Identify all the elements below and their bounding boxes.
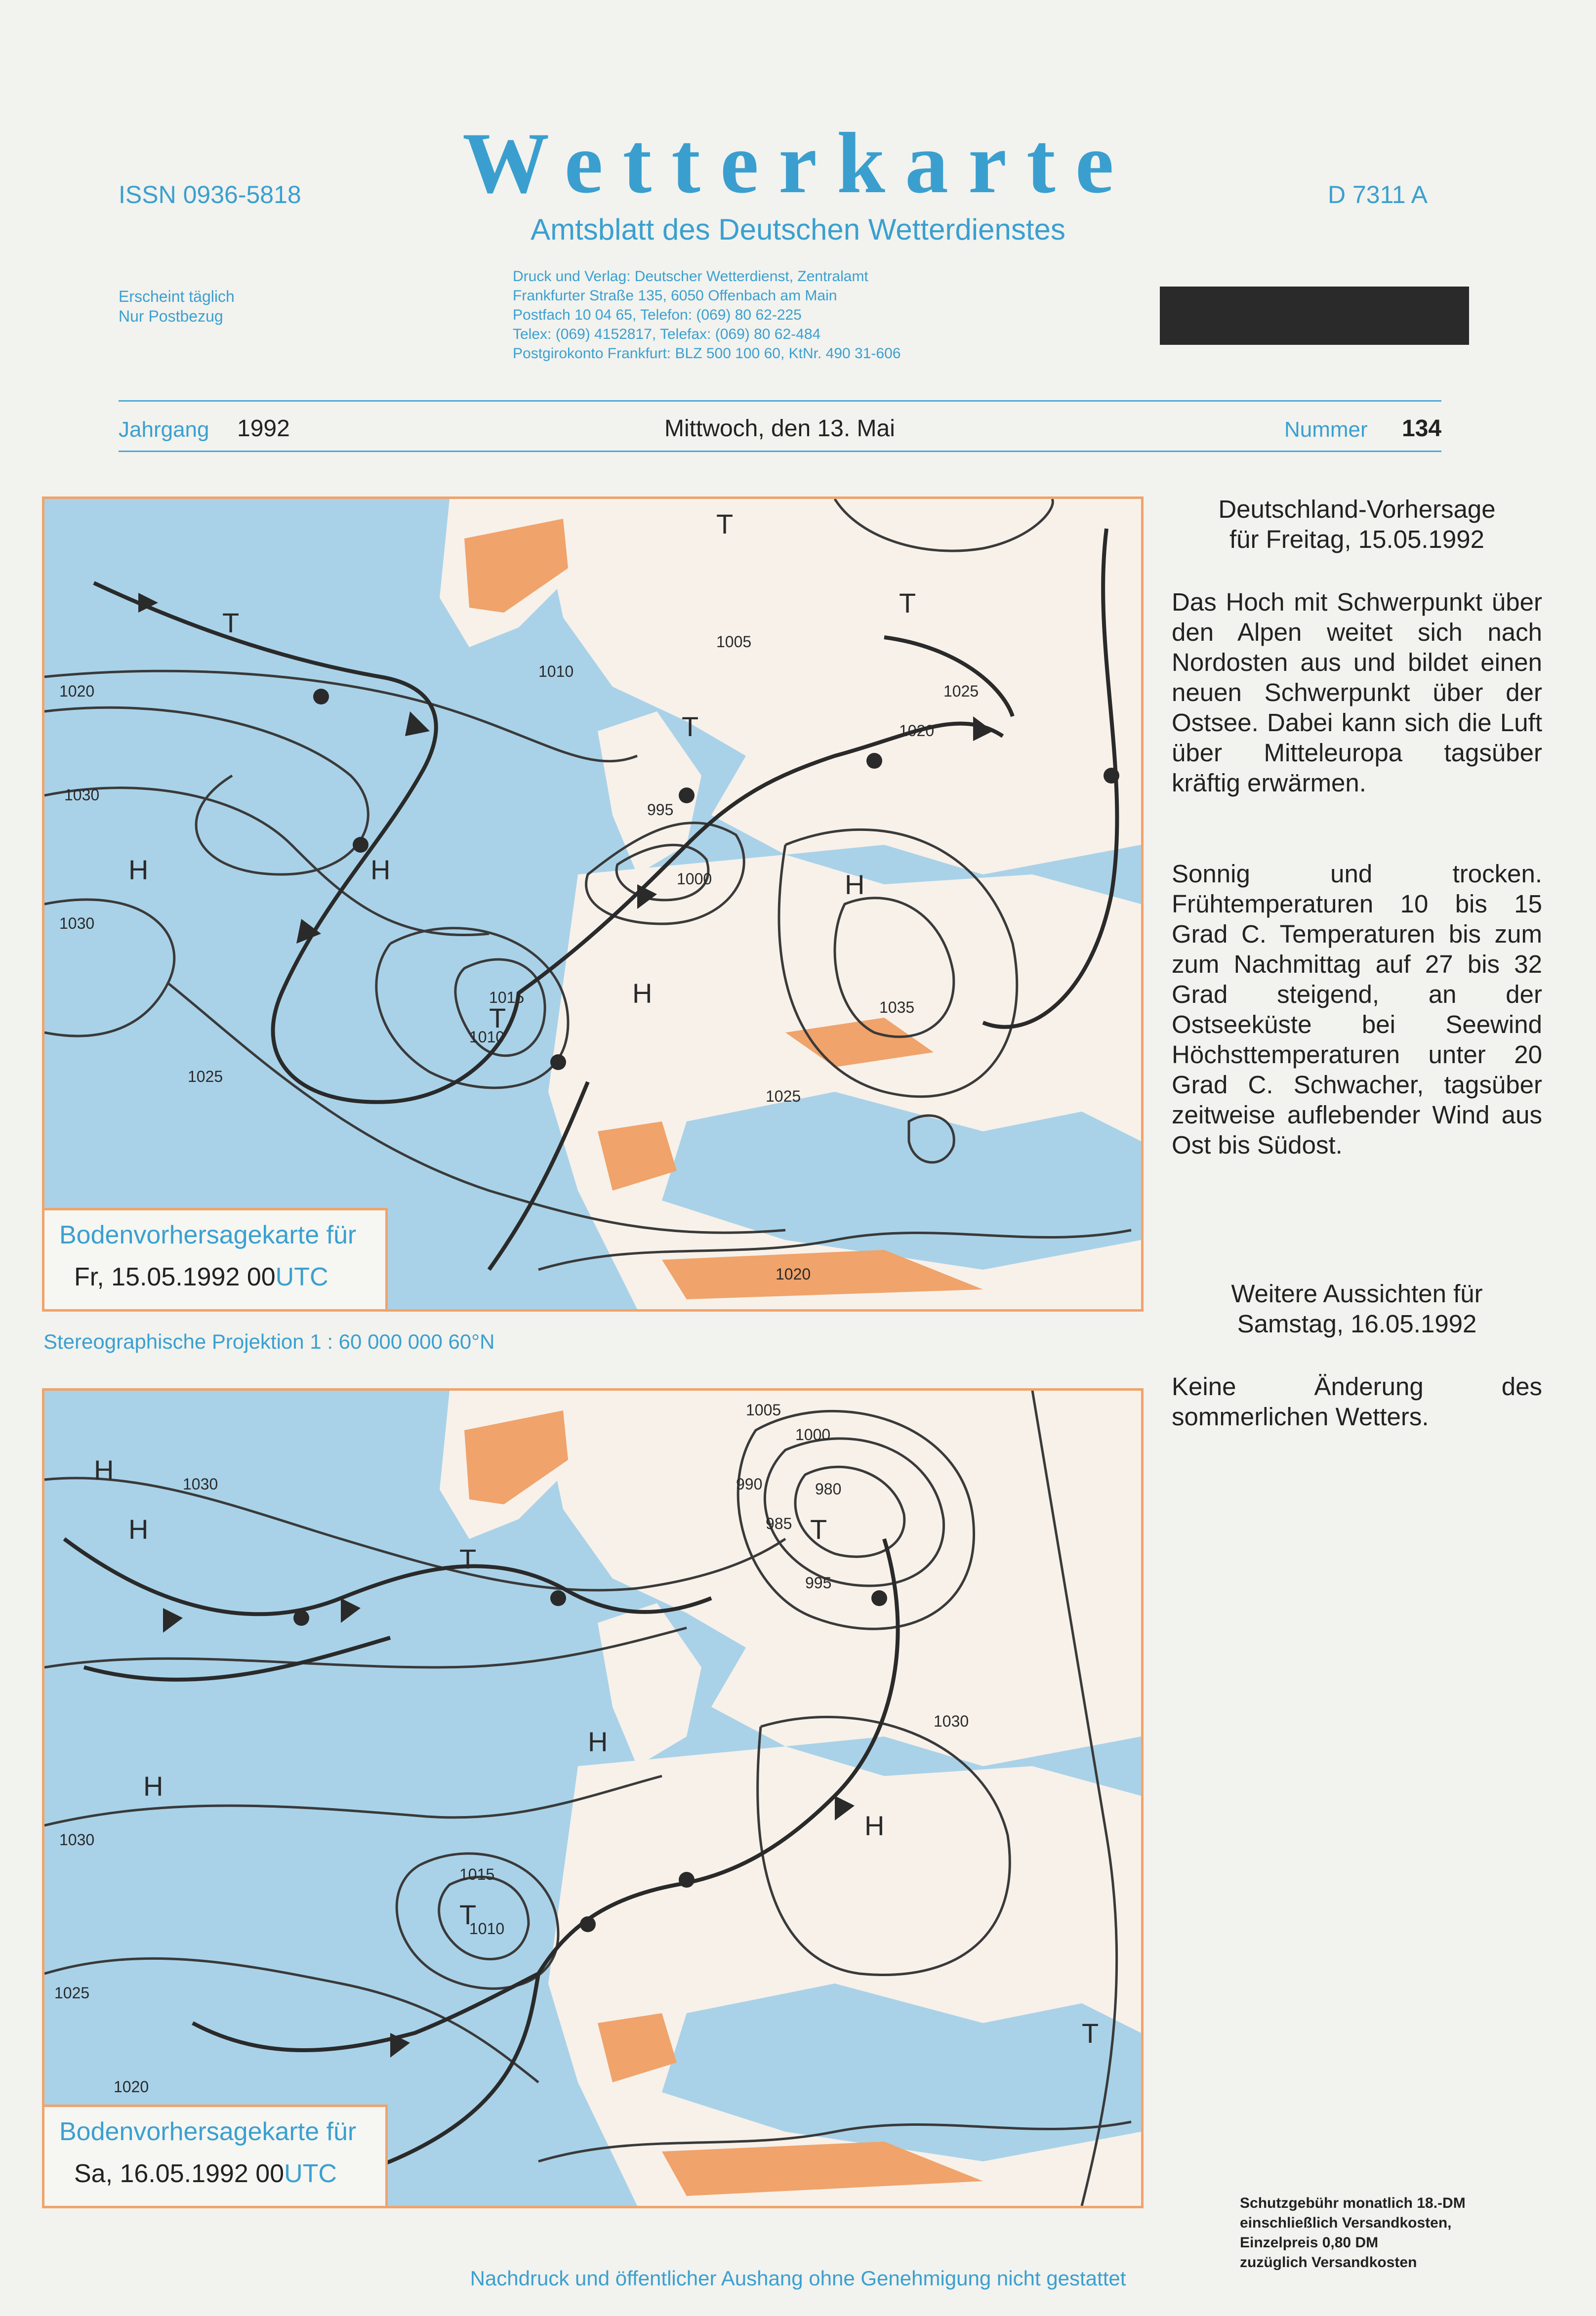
map-utc: UTC [275, 1263, 328, 1291]
isobar-label: 1010 [469, 1028, 505, 1046]
map-drawing [44, 1391, 1141, 2206]
issn-number: ISSN 0936-5818 [119, 181, 301, 208]
distribution-text: Nur Postbezug [119, 307, 223, 325]
high-pressure-center: H [94, 1454, 114, 1486]
isobar-label: 1025 [54, 1984, 90, 2002]
map-time: 00 [246, 1263, 276, 1291]
high-pressure-center: H [128, 1514, 149, 1545]
isobar-label: 1025 [766, 1087, 801, 1105]
year-label: Jahrgang [119, 417, 209, 442]
fees-line: einschließlich Versandkosten, [1240, 2215, 1452, 2231]
isobar-label: 1030 [59, 914, 95, 932]
projection-note: Stereographische Projektion 1 : 60 000 000 60°N [43, 1330, 495, 1353]
forecast-heading-line1: Deutschland-Vorhersage [1218, 495, 1496, 523]
map-utc: UTC [284, 2159, 337, 2188]
map-drawing [44, 499, 1141, 1309]
isobar-label: 1030 [183, 1475, 218, 1493]
low-pressure-center: T [1082, 2018, 1099, 2049]
map-caption [44, 1208, 388, 1309]
imprint-line: Frankfurter Straße 135, 6050 Offenbach am Main [513, 288, 837, 304]
number-label: Nummer [1284, 417, 1368, 442]
bottom-rule [119, 451, 1441, 452]
forecast-map-saturday [42, 1388, 1144, 2208]
map-date: Sa, 16.05.1992 [74, 2159, 248, 2188]
fees-line: Einzelpreis 0,80 DM [1240, 2234, 1379, 2251]
isobar-label: 995 [647, 801, 674, 819]
low-pressure-center: T [459, 1543, 477, 1574]
year-value: 1992 [237, 415, 290, 442]
isobar-label: 1005 [746, 1401, 781, 1419]
map-time: 00 [255, 2159, 285, 2188]
low-pressure-center: T [459, 1899, 477, 1930]
redacted-label [1160, 287, 1469, 345]
high-pressure-center: H [632, 978, 653, 1009]
isobar-label: 1015 [459, 1865, 495, 1883]
imprint-line: Postfach 10 04 65, Telefon: (069) 80 62-225 [513, 307, 802, 323]
low-pressure-center: T [810, 1514, 827, 1545]
map-caption-date [74, 2159, 337, 2189]
isobar-label: 985 [766, 1515, 792, 1532]
isobar-label: 1020 [114, 2078, 149, 2096]
fees-line: zuzüglich Versandkosten [1240, 2254, 1417, 2271]
map-caption [44, 2105, 388, 2206]
low-pressure-center: T [222, 607, 240, 638]
isobar-label: 1030 [59, 1831, 95, 1849]
isobar-label: 1035 [879, 998, 915, 1016]
issue-number: 134 [1402, 415, 1442, 442]
imprint-block [513, 267, 900, 363]
forecast-paragraph-2: Sonnig und trocken. Frühtemperaturen 10 bis 15 Grad C. Temperaturen bis zum zum Nachmittag auf 27 bis 32 Grad steigend, an der Ostseeküste bei Seewind Höchsttemperaturen unter 20 Grad C. Schwacher, tagsüber zeitweise auflebender Wind aus Ost bis Südost. [1172, 860, 1542, 1159]
isobar-label: 1025 [943, 682, 979, 700]
frequency-text: Erscheint täglich [119, 288, 235, 305]
outlook-heading-line2: Samstag, 16.05.1992 [1237, 1310, 1477, 1338]
imprint-line: Postgirokonto Frankfurt: BLZ 500 100 60, KtNr. 490 31-606 [513, 345, 901, 362]
isobar-label: 990 [736, 1475, 763, 1493]
imprint-line: Druck und Verlag: Deutscher Wetterdienst, Zentralamt [513, 268, 868, 285]
map-date: Fr, 15.05.1992 [74, 1263, 240, 1291]
map-caption-date [74, 1262, 328, 1292]
fees-block [1240, 2193, 1466, 2273]
issue-date: Mittwoch, den 13. Mai [664, 415, 895, 442]
high-pressure-center: H [864, 1810, 885, 1841]
low-pressure-center: T [716, 508, 734, 539]
high-pressure-center: H [845, 869, 865, 900]
isobar-label: 980 [815, 1480, 842, 1498]
isobar-label: 1025 [188, 1068, 223, 1085]
forecast-heading [1172, 494, 1542, 554]
forecast-heading-line2: für Freitag, 15.05.1992 [1229, 525, 1484, 553]
outlook-heading-line1: Weitere Aussichten für [1231, 1280, 1483, 1308]
isobar-label: 1020 [776, 1265, 811, 1283]
isobar-label: 1005 [716, 633, 752, 651]
forecast-map-friday [42, 496, 1144, 1312]
publication-info [119, 287, 235, 326]
isobar-label: 1000 [677, 870, 712, 888]
isobar-label: 995 [805, 1574, 832, 1592]
isobar-label: 1030 [64, 786, 100, 804]
isobar-label: 1030 [934, 1712, 969, 1730]
isobar-label: 1020 [59, 682, 95, 700]
isobar-label: 1010 [538, 662, 574, 680]
high-pressure-center: H [588, 1726, 608, 1757]
reprint-notice: Nachdruck und öffentlicher Aushang ohne Genehmigung nicht gestattet [470, 2267, 1126, 2290]
isobar-label: 1020 [899, 722, 935, 740]
high-pressure-center: H [128, 854, 149, 885]
map-caption-title: Bodenvorhersagekarte für [59, 1221, 357, 1249]
high-pressure-center: H [370, 854, 391, 885]
forecast-paragraph-1: Das Hoch mit Schwerpunkt über den Alpen weitet sich nach Nordosten aus und bildet einen neuen Schwerpunkt über der Ostsee. Dabei kann sich die Luft über Mitteleuropa tagsüber kräftig erwärmen. [1172, 588, 1542, 797]
low-pressure-center: T [899, 587, 916, 619]
newspaper-subtitle: Amtsblatt des Deutschen Wetterdienstes [531, 213, 1065, 246]
imprint-line: Telex: (069) 4152817, Telefax: (069) 80 62-484 [513, 326, 821, 342]
isobar-label: 1000 [795, 1426, 831, 1444]
low-pressure-center: T [682, 711, 699, 742]
outlook-text: Keine Änderung des sommerlichen Wetters. [1172, 1372, 1542, 1431]
top-rule [119, 400, 1441, 402]
low-pressure-center: T [489, 1002, 506, 1034]
outlook-heading [1172, 1279, 1542, 1339]
postal-code-number: D 7311 A [1328, 181, 1428, 208]
map-caption-title: Bodenvorhersagekarte für [59, 2117, 357, 2146]
newspaper-title: Wetterkarte [462, 115, 1134, 211]
isobar-label: 1010 [469, 1920, 505, 1938]
high-pressure-center: H [143, 1771, 164, 1802]
isobar-label: 1015 [489, 989, 525, 1006]
fees-line: Schutzgebühr monatlich 18.-DM [1240, 2195, 1466, 2211]
